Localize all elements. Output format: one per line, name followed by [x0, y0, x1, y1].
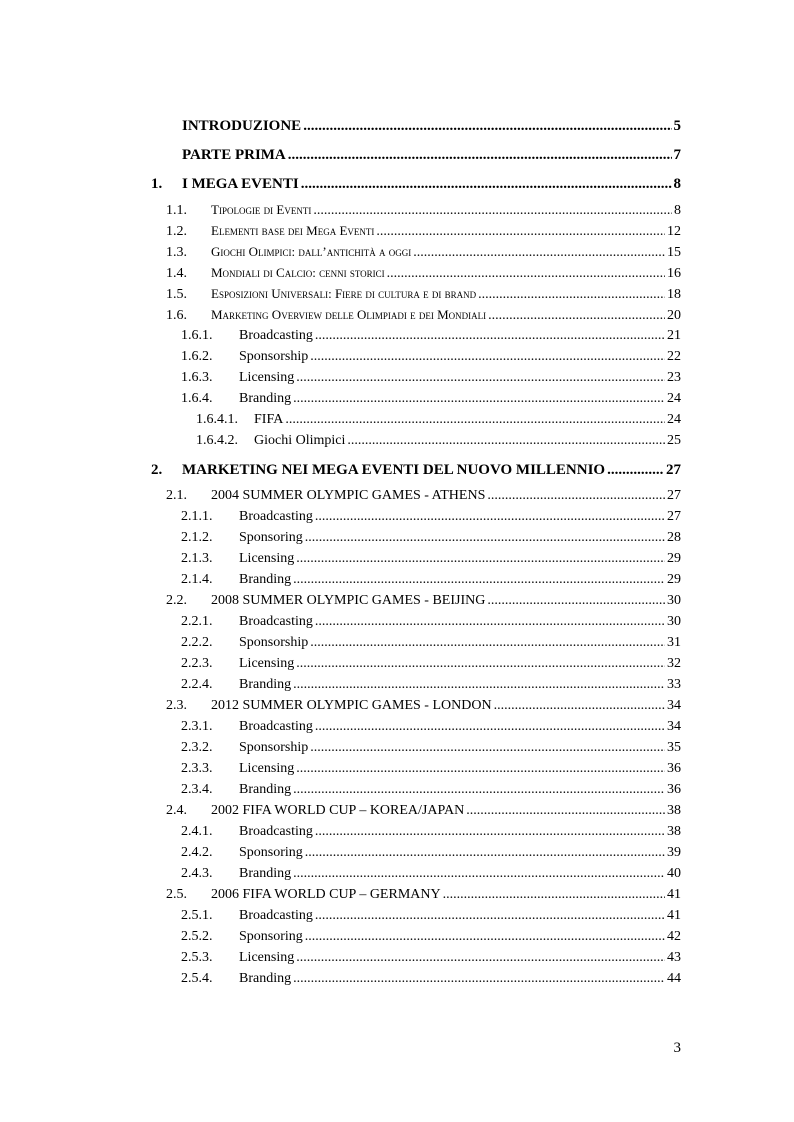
- toc-entry-page: 29: [667, 572, 681, 587]
- toc-entry-page: 30: [667, 593, 681, 608]
- toc-entry[interactable]: [151, 112, 681, 141]
- toc-dot-leader: [376, 221, 665, 242]
- toc-entry-number: 1.1.: [166, 203, 187, 218]
- toc-entry-title: Branding: [239, 677, 292, 692]
- toc-entry-number: 1.2.: [166, 224, 187, 239]
- toc-entry-number: 2.4.1.: [181, 824, 213, 839]
- toc-entry[interactable]: [151, 716, 681, 737]
- toc-entry-title: 2006 FIFA WORLD CUP – GERMANY: [211, 887, 441, 902]
- toc-entry-title: Sponsorship: [239, 740, 309, 755]
- toc-entry-number: 2.1.: [166, 488, 187, 503]
- toc-entry[interactable]: [151, 611, 681, 632]
- toc-entry[interactable]: [151, 456, 681, 485]
- toc-entry[interactable]: [151, 821, 681, 842]
- toc-entry-page: 27: [666, 462, 681, 478]
- toc-entry-page: 28: [667, 530, 681, 545]
- toc-dot-leader: [487, 485, 665, 506]
- toc-entry[interactable]: [151, 548, 681, 569]
- toc-entry-number: 2.3.1.: [181, 719, 213, 734]
- toc-dot-leader: [443, 884, 665, 905]
- toc-entry-page: 8: [674, 203, 681, 218]
- toc-entry-page: 24: [667, 391, 681, 406]
- toc-entry[interactable]: [151, 884, 681, 905]
- toc-entry-number: 2.2.4.: [181, 677, 213, 692]
- toc-entry-title: Branding: [239, 866, 292, 881]
- toc-entry-title: 2002 FIFA WORLD CUP – KOREA/JAPAN: [211, 803, 465, 818]
- toc-entry-number: 1.: [151, 176, 163, 192]
- toc-entry-number: 1.4.: [166, 266, 187, 281]
- toc-entry-number: 2.2.2.: [181, 635, 213, 650]
- toc-entry-title: Licensing: [239, 656, 295, 671]
- toc-dot-leader: [315, 905, 665, 926]
- toc-entry-number: 1.6.3.: [181, 370, 213, 385]
- toc-entry-number: 2.5.4.: [181, 971, 213, 986]
- toc-entry-title: PARTE PRIMA: [182, 147, 286, 163]
- toc-entry-title: Licensing: [239, 761, 295, 776]
- toc-entry[interactable]: [151, 674, 681, 695]
- toc-entry-page: 42: [667, 929, 681, 944]
- toc-entry-title: INTRODUZIONE: [182, 118, 302, 134]
- toc-entry-title: Licensing: [239, 551, 295, 566]
- toc-entry-title: Broadcasting: [239, 908, 313, 923]
- toc-entry[interactable]: [151, 926, 681, 947]
- toc-dot-leader: [301, 170, 672, 199]
- toc-dot-leader: [478, 284, 665, 305]
- toc-entry-page: 29: [667, 551, 681, 566]
- toc-entry[interactable]: [151, 325, 681, 346]
- toc-entry[interactable]: [151, 905, 681, 926]
- toc-dot-leader: [487, 590, 665, 611]
- toc-dot-leader: [607, 456, 664, 485]
- table-of-contents: [151, 112, 681, 989]
- toc-entry-page: 21: [667, 328, 681, 343]
- toc-entry-number: 2.2.1.: [181, 614, 213, 629]
- toc-entry-page: 12: [667, 224, 681, 239]
- toc-entry[interactable]: [151, 947, 681, 968]
- toc-dot-leader: [466, 800, 665, 821]
- toc-entry-number: 1.6.4.1.: [196, 412, 238, 427]
- toc-dot-leader: [387, 263, 665, 284]
- toc-dot-leader: [293, 569, 665, 590]
- toc-entry-number: 2.1.4.: [181, 572, 213, 587]
- toc-dot-leader: [285, 409, 665, 430]
- toc-entry-page: 25: [667, 433, 681, 448]
- toc-entry-title: FIFA: [254, 412, 284, 427]
- toc-entry[interactable]: [151, 346, 681, 367]
- toc-entry[interactable]: [151, 241, 681, 262]
- toc-entry-page: 34: [667, 698, 681, 713]
- toc-entry-page: 20: [667, 308, 681, 323]
- toc-entry[interactable]: [151, 758, 681, 779]
- toc-entry-page: 39: [667, 845, 681, 860]
- toc-dot-leader: [305, 842, 665, 863]
- toc-entry-page: 33: [667, 677, 681, 692]
- toc-dot-leader: [293, 863, 665, 884]
- toc-entry[interactable]: [151, 842, 681, 863]
- toc-dot-leader: [315, 716, 665, 737]
- toc-entry-page: 27: [667, 488, 681, 503]
- toc-entry-title: Licensing: [239, 950, 295, 965]
- toc-dot-leader: [303, 112, 671, 141]
- toc-dot-leader: [313, 200, 672, 221]
- toc-entry-page: 38: [667, 824, 681, 839]
- toc-dot-leader: [310, 632, 665, 653]
- toc-entry-page: 15: [667, 245, 681, 260]
- toc-entry[interactable]: [151, 388, 681, 409]
- toc-dot-leader: [293, 779, 665, 800]
- toc-entry-number: 1.3.: [166, 245, 187, 260]
- toc-entry-page: 44: [667, 971, 681, 986]
- toc-entry-title: Licensing: [239, 370, 295, 385]
- toc-entry-number: 2.: [151, 462, 163, 478]
- toc-dot-leader: [296, 367, 665, 388]
- toc-dot-leader: [296, 548, 665, 569]
- toc-entry[interactable]: [151, 283, 681, 304]
- toc-entry-page: 36: [667, 782, 681, 797]
- toc-dot-leader: [296, 758, 665, 779]
- toc-entry-title: Tipologie di Eventi: [211, 202, 312, 217]
- toc-entry-title: Marketing Overview delle Olimpiadi e dei Mondiali: [211, 307, 487, 322]
- toc-entry-number: 2.3.3.: [181, 761, 213, 776]
- toc-entry-number: 2.2.3.: [181, 656, 213, 671]
- toc-dot-leader: [494, 695, 665, 716]
- toc-entry[interactable]: [151, 569, 681, 590]
- toc-entry-page: 41: [667, 887, 681, 902]
- toc-entry[interactable]: [151, 527, 681, 548]
- toc-entry-page: 31: [667, 635, 681, 650]
- toc-entry-title: Sponsoring: [239, 530, 303, 545]
- toc-entry-number: 1.6.2.: [181, 349, 213, 364]
- toc-entry-page: 43: [667, 950, 681, 965]
- toc-entry[interactable]: [151, 220, 681, 241]
- toc-dot-leader: [288, 141, 672, 170]
- toc-entry[interactable]: [151, 968, 681, 989]
- toc-entry-title: 2008 SUMMER OLYMPIC GAMES - BEIJING: [211, 593, 486, 608]
- toc-entry-title: Broadcasting: [239, 824, 313, 839]
- toc-entry[interactable]: [151, 485, 681, 506]
- toc-entry-title: Elementi base dei Mega Eventi: [211, 223, 375, 238]
- toc-entry-page: 5: [673, 118, 681, 134]
- toc-dot-leader: [315, 325, 665, 346]
- toc-entry-title: Sponsorship: [239, 349, 309, 364]
- toc-dot-leader: [310, 346, 665, 367]
- toc-entry-page: 23: [667, 370, 681, 385]
- toc-dot-leader: [413, 242, 665, 263]
- toc-entry[interactable]: [151, 430, 681, 451]
- toc-entry-page: 30: [667, 614, 681, 629]
- toc-dot-leader: [296, 653, 665, 674]
- toc-entry-title: Esposizioni Universali: Fiere di cultura e di brand: [211, 286, 477, 301]
- toc-dot-leader: [293, 674, 665, 695]
- toc-entry-number: 2.1.3.: [181, 551, 213, 566]
- toc-entry-page: 22: [667, 349, 681, 364]
- toc-dot-leader: [347, 430, 665, 451]
- toc-entry-title: Branding: [239, 782, 292, 797]
- toc-entry[interactable]: [151, 632, 681, 653]
- toc-entry[interactable]: [151, 170, 681, 199]
- toc-entry-number: 1.6.1.: [181, 328, 213, 343]
- toc-entry-title: Sponsoring: [239, 845, 303, 860]
- toc-entry-page: 27: [667, 509, 681, 524]
- toc-dot-leader: [315, 821, 665, 842]
- toc-entry[interactable]: [151, 409, 681, 430]
- toc-entry-number: 2.3.4.: [181, 782, 213, 797]
- toc-entry-title: Broadcasting: [239, 509, 313, 524]
- toc-entry-title: Broadcasting: [239, 614, 313, 629]
- toc-entry-title: Sponsoring: [239, 929, 303, 944]
- toc-entry-page: 18: [667, 287, 681, 302]
- toc-entry-title: MARKETING NEI MEGA EVENTI DEL NUOVO MILLENNIO: [182, 462, 606, 478]
- toc-entry[interactable]: [151, 262, 681, 283]
- toc-entry-number: 2.5.: [166, 887, 187, 902]
- toc-entry[interactable]: [151, 304, 681, 325]
- toc-entry-number: 1.5.: [166, 287, 187, 302]
- toc-entry-page: 36: [667, 761, 681, 776]
- toc-entry-title: Mondiali di Calcio: cenni storici: [211, 265, 385, 280]
- toc-entry-number: 2.4.3.: [181, 866, 213, 881]
- toc-entry-number: 2.4.2.: [181, 845, 213, 860]
- toc-dot-leader: [315, 506, 665, 527]
- toc-entry[interactable]: [151, 199, 681, 220]
- toc-entry[interactable]: [151, 590, 681, 611]
- toc-entry-number: 2.1.2.: [181, 530, 213, 545]
- toc-entry-number: 2.5.1.: [181, 908, 213, 923]
- toc-dot-leader: [296, 947, 665, 968]
- toc-entry-page: 24: [667, 412, 681, 427]
- toc-entry-title: Giochi Olimpici: [254, 433, 346, 448]
- toc-entry-page: 35: [667, 740, 681, 755]
- toc-entry-page: 40: [667, 866, 681, 881]
- toc-entry-title: Branding: [239, 971, 292, 986]
- toc-entry-title: Broadcasting: [239, 719, 313, 734]
- toc-entry[interactable]: [151, 863, 681, 884]
- toc-entry-title: 2004 SUMMER OLYMPIC GAMES - ATHENS: [211, 488, 486, 503]
- toc-entry-title: Sponsorship: [239, 635, 309, 650]
- toc-dot-leader: [293, 968, 665, 989]
- toc-entry-number: 2.5.3.: [181, 950, 213, 965]
- toc-entry-number: 2.2.: [166, 593, 187, 608]
- toc-entry-title: Branding: [239, 572, 292, 587]
- page-number: 3: [673, 1040, 681, 1056]
- toc-entry-page: 7: [673, 147, 681, 163]
- toc-dot-leader: [293, 388, 665, 409]
- toc-dot-leader: [305, 527, 665, 548]
- toc-entry-title: Branding: [239, 391, 292, 406]
- toc-entry-title: Giochi Olimpici: dall’antichità a oggi: [211, 244, 412, 259]
- toc-entry[interactable]: [151, 737, 681, 758]
- toc-entry-title: Broadcasting: [239, 328, 313, 343]
- toc-dot-leader: [315, 611, 665, 632]
- toc-entry-page: 8: [673, 176, 681, 192]
- toc-dot-leader: [488, 305, 665, 326]
- toc-dot-leader: [310, 737, 665, 758]
- toc-entry[interactable]: [151, 695, 681, 716]
- toc-entry-number: 2.3.2.: [181, 740, 213, 755]
- toc-entry[interactable]: [151, 141, 681, 170]
- toc-entry[interactable]: [151, 367, 681, 388]
- toc-entry-title: 2012 SUMMER OLYMPIC GAMES - LONDON: [211, 698, 492, 713]
- toc-entry-page: 41: [667, 908, 681, 923]
- toc-entry-page: 32: [667, 656, 681, 671]
- toc-entry[interactable]: [151, 779, 681, 800]
- toc-entry-number: 1.6.4.2.: [196, 433, 238, 448]
- toc-entry-number: 1.6.: [166, 308, 187, 323]
- toc-entry-page: 16: [667, 266, 681, 281]
- toc-entry-number: 2.3.: [166, 698, 187, 713]
- toc-entry-number: 1.6.4.: [181, 391, 213, 406]
- toc-entry-title: I MEGA EVENTI: [182, 176, 299, 192]
- toc-entry-page: 34: [667, 719, 681, 734]
- toc-entry-page: 38: [667, 803, 681, 818]
- toc-dot-leader: [305, 926, 665, 947]
- toc-entry[interactable]: [151, 506, 681, 527]
- toc-entry[interactable]: [151, 800, 681, 821]
- toc-entry-number: 2.1.1.: [181, 509, 213, 524]
- toc-entry-number: 2.5.2.: [181, 929, 213, 944]
- toc-entry[interactable]: [151, 653, 681, 674]
- toc-entry-number: 2.4.: [166, 803, 187, 818]
